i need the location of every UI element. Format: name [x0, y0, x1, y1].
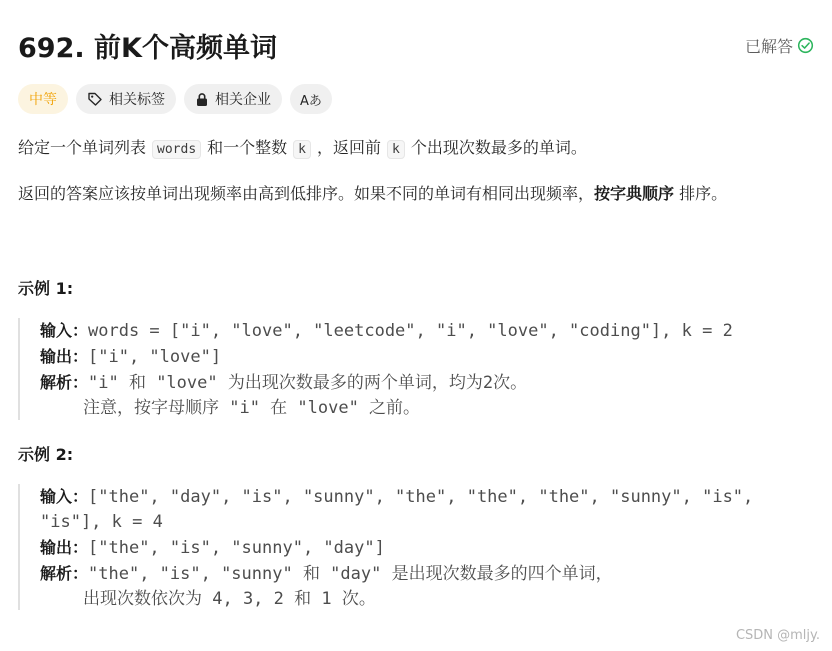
description-paragraph-1 [18, 136, 587, 162]
explain-label: 解析： [40, 564, 89, 583]
example-explain-line-2 [40, 396, 808, 421]
explain-value: 出现次数依次为 4, 3, 2 和 1 次。 [83, 589, 376, 609]
desc-text: 给定一个单词列表 [18, 138, 147, 157]
tag-icon [87, 91, 103, 107]
difficulty-badge [18, 84, 68, 114]
translate-icon: Aあ [300, 93, 322, 109]
companies-label: 相关企业 [215, 92, 271, 108]
explain-value: "i" 和 "love" 为出现次数最多的两个单词，均为2次。 [88, 373, 528, 393]
inline-code-words: words [152, 140, 201, 159]
desc-bold-text: 按字典顺序 [594, 184, 675, 203]
output-label: 输出： [40, 347, 89, 366]
example-input-line-2 [40, 510, 808, 535]
input-label: 输入： [40, 487, 89, 506]
output-value: ["the", "is", "sunny", "day"] [88, 538, 385, 558]
input-value: words = ["i", "love", "leetcode", "i", "love", "coding"], k = 2 [88, 321, 733, 341]
explain-label: 解析： [40, 373, 89, 392]
companies-tag-button[interactable] [184, 84, 282, 114]
example-explain-line [40, 561, 808, 587]
example-explain-line [40, 370, 808, 396]
example-input-line [40, 318, 808, 344]
lock-icon [195, 92, 209, 107]
input-value: "is"], k = 4 [40, 512, 163, 532]
desc-text: 返回的答案应该按单词出现频率由高到低排序。如果不同的单词有相同出现频率， [18, 184, 595, 203]
example-1-block [18, 318, 808, 420]
input-value: ["the", "day", "is", "sunny", "the", "the", "the", "sunny", "is", [88, 487, 754, 507]
output-label: 输出： [40, 538, 89, 557]
example-2-block [18, 484, 808, 610]
output-value: ["i", "love"] [88, 347, 222, 367]
desc-text: 排序。 [679, 184, 728, 203]
explain-value: "the", "is", "sunny" 和 "day" 是出现次数最多的四个单词， [88, 564, 613, 584]
input-label: 输入： [40, 321, 89, 340]
desc-text: 和一个整数 [207, 138, 288, 157]
inline-code-k: k [293, 140, 311, 159]
font-toggle-button[interactable] [290, 84, 332, 114]
difficulty-label: 中等 [29, 92, 57, 108]
problem-title[interactable]: 692. 前K个高频单词 [18, 33, 277, 64]
topics-tag-button[interactable] [76, 84, 176, 114]
watermark: CSDN @mljy. [735, 628, 820, 643]
inline-code-k: k [387, 140, 405, 159]
solved-status [745, 34, 814, 57]
solved-label: 已解答 [744, 37, 793, 56]
example-output-line [40, 535, 808, 561]
desc-text: ，返回前 [317, 138, 382, 157]
example-2-title: 示例 2: [18, 445, 74, 464]
explain-value: 注意，按字母顺序 "i" 在 "love" 之前。 [83, 398, 421, 418]
topics-label: 相关标签 [109, 92, 165, 108]
tag-row [18, 84, 332, 114]
description-paragraph-2 [18, 182, 727, 206]
example-output-line [40, 344, 808, 370]
check-circle-icon [797, 37, 814, 54]
desc-text: 个出现次数最多的单词。 [410, 138, 587, 157]
example-1-title: 示例 1: [18, 279, 74, 298]
title-row [18, 24, 814, 64]
example-explain-line-2 [40, 587, 808, 612]
example-input-line [40, 484, 808, 510]
